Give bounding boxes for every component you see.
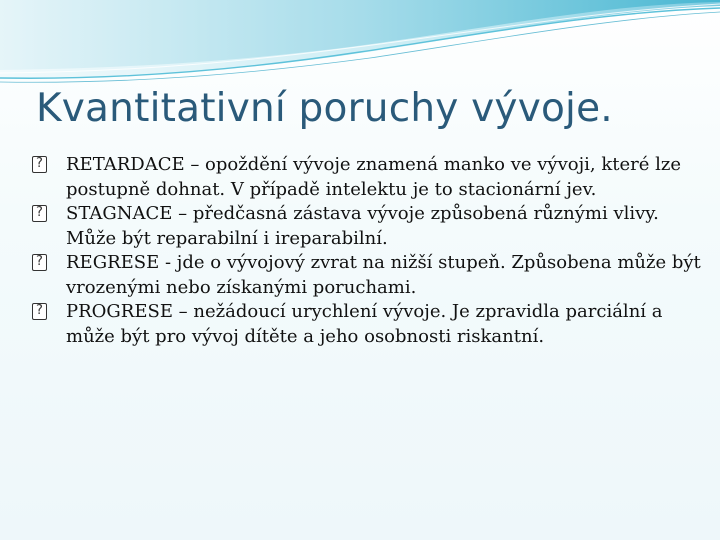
missing-glyph-icon: ? [32,205,47,222]
list-item [32,202,702,251]
list-item [32,300,702,349]
list-item-text: STAGNACE – předčasná zástava vývoje způsobená různými vlivy. Může být reparabilní i ireparabilní. [66,203,659,249]
header-wave-decoration [0,0,720,90]
slide-title: Kvantitativní poruchy vývoje. [36,86,613,131]
list-item-text: PROGRESE – nežádoucí urychlení vývoje. Je zpravidla parciální a může být pro vývoj dítěte a jeho osobnosti riskantní. [66,301,663,347]
bullet-list [32,153,702,349]
list-item [32,251,702,300]
missing-glyph-icon: ? [32,156,47,173]
list-item-text: RETARDACE – opoždění vývoje znamená manko ve vývoji, které lze postupně dohnat. V případě intelektu je to stacionární jev. [66,154,682,200]
list-item-text: REGRESE - jde o vývojový zvrat na nižší stupeň. Způsobena může být vrozenými nebo získanými poruchami. [66,252,701,298]
list-item [32,153,702,202]
missing-glyph-icon: ? [32,254,47,271]
missing-glyph-icon: ? [32,303,47,320]
